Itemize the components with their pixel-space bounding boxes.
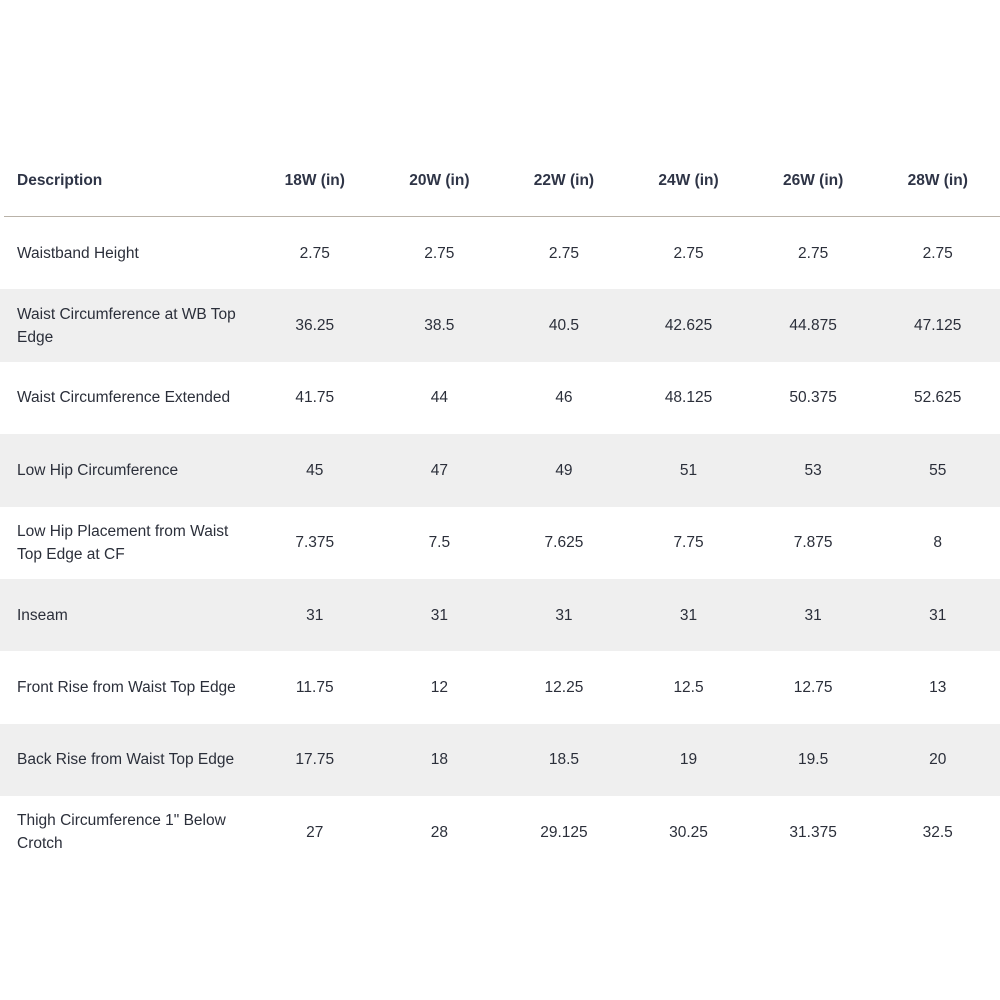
row-value: 2.75 <box>798 244 829 262</box>
row-value: 19.5 <box>798 751 829 769</box>
table-body <box>0 217 1000 869</box>
row-value: 45 <box>306 461 324 479</box>
row-value: 12.5 <box>673 679 704 697</box>
row-value: 13 <box>929 679 947 697</box>
table-row <box>0 724 1000 796</box>
row-value: 31 <box>929 606 947 624</box>
row-value: 48.125 <box>664 389 713 407</box>
table-row <box>0 579 1000 651</box>
row-value: 31 <box>679 606 698 624</box>
row-value: 31 <box>555 606 573 624</box>
table-header-row <box>4 145 1000 217</box>
row-value: 31 <box>430 606 448 624</box>
header-28w: 28W (in) <box>907 172 968 189</box>
table-row <box>0 507 1000 579</box>
header-22w: 22W (in) <box>533 172 595 189</box>
row-description: Waistband Height <box>17 244 139 262</box>
table-row <box>0 362 1000 434</box>
row-value: 53 <box>804 461 822 479</box>
row-value: 47 <box>430 461 448 479</box>
row-value: 2.75 <box>424 244 455 262</box>
row-value: 36.25 <box>295 317 335 335</box>
row-value: 7.625 <box>544 534 584 552</box>
row-value: 17.75 <box>295 751 335 769</box>
row-value: 52.625 <box>914 389 962 407</box>
row-value: 20 <box>929 751 947 769</box>
row-description: Thigh Circumference 1" Below Crotch <box>17 812 226 853</box>
row-value: 2.75 <box>548 244 580 262</box>
header-18w: 18W (in) <box>284 172 345 189</box>
row-value: 11.75 <box>295 679 334 697</box>
row-description: Low Hip Circumference <box>17 461 179 479</box>
row-value: 51 <box>679 461 698 479</box>
row-value: 18 <box>430 751 448 769</box>
row-value: 18.5 <box>548 751 580 769</box>
row-value: 47.125 <box>914 317 962 335</box>
row-value: 49 <box>555 461 573 479</box>
table-row <box>0 289 1000 361</box>
row-value: 31 <box>804 606 822 624</box>
row-value: 41.75 <box>295 389 335 407</box>
row-value: 31.375 <box>789 823 837 841</box>
header-26w: 26W (in) <box>782 172 844 189</box>
row-value: 50.375 <box>789 389 837 407</box>
row-value: 7.5 <box>428 534 451 552</box>
row-value: 30.25 <box>669 823 708 841</box>
row-value: 27 <box>306 823 324 841</box>
row-value: 8 <box>933 534 943 552</box>
table-row <box>0 434 1000 506</box>
row-description: Waist Circumference Extended <box>17 389 231 407</box>
row-value: 2.75 <box>922 244 953 262</box>
row-value: 2.75 <box>673 244 704 262</box>
row-value: 46 <box>555 389 573 407</box>
row-value: 32.5 <box>922 823 953 841</box>
row-value: 7.75 <box>673 534 704 552</box>
row-value: 44 <box>430 389 448 407</box>
row-value: 29.125 <box>540 823 588 841</box>
row-description: Waist Circumference at WB Top Edge <box>17 305 236 346</box>
row-value: 12 <box>430 679 448 697</box>
row-value: 19 <box>679 751 698 769</box>
header-description: Description <box>17 172 103 189</box>
table-row <box>0 796 1000 868</box>
header-24w: 24W (in) <box>658 172 719 189</box>
row-value: 31 <box>306 606 324 624</box>
row-description: Front Rise from Waist Top Edge <box>17 679 236 697</box>
row-value: 55 <box>929 461 947 479</box>
header-20w: 20W (in) <box>409 172 470 189</box>
row-value: 12.75 <box>793 679 833 697</box>
row-description: Low Hip Placement from Waist Top Edge at CF <box>17 522 229 563</box>
row-value: 44.875 <box>789 317 837 335</box>
row-value: 2.75 <box>299 244 330 262</box>
row-value: 28 <box>430 823 448 841</box>
table-row <box>0 217 1000 289</box>
size-chart-table <box>0 145 1000 853</box>
row-value: 38.5 <box>424 317 455 335</box>
row-value: 40.5 <box>548 317 580 335</box>
table-row <box>0 651 1000 723</box>
row-value: 7.875 <box>793 534 833 552</box>
row-value: 7.375 <box>295 534 335 552</box>
row-description: Back Rise from Waist Top Edge <box>17 751 235 769</box>
row-description: Inseam <box>17 606 68 624</box>
row-value: 12.25 <box>544 679 584 697</box>
row-value: 42.625 <box>664 317 713 335</box>
